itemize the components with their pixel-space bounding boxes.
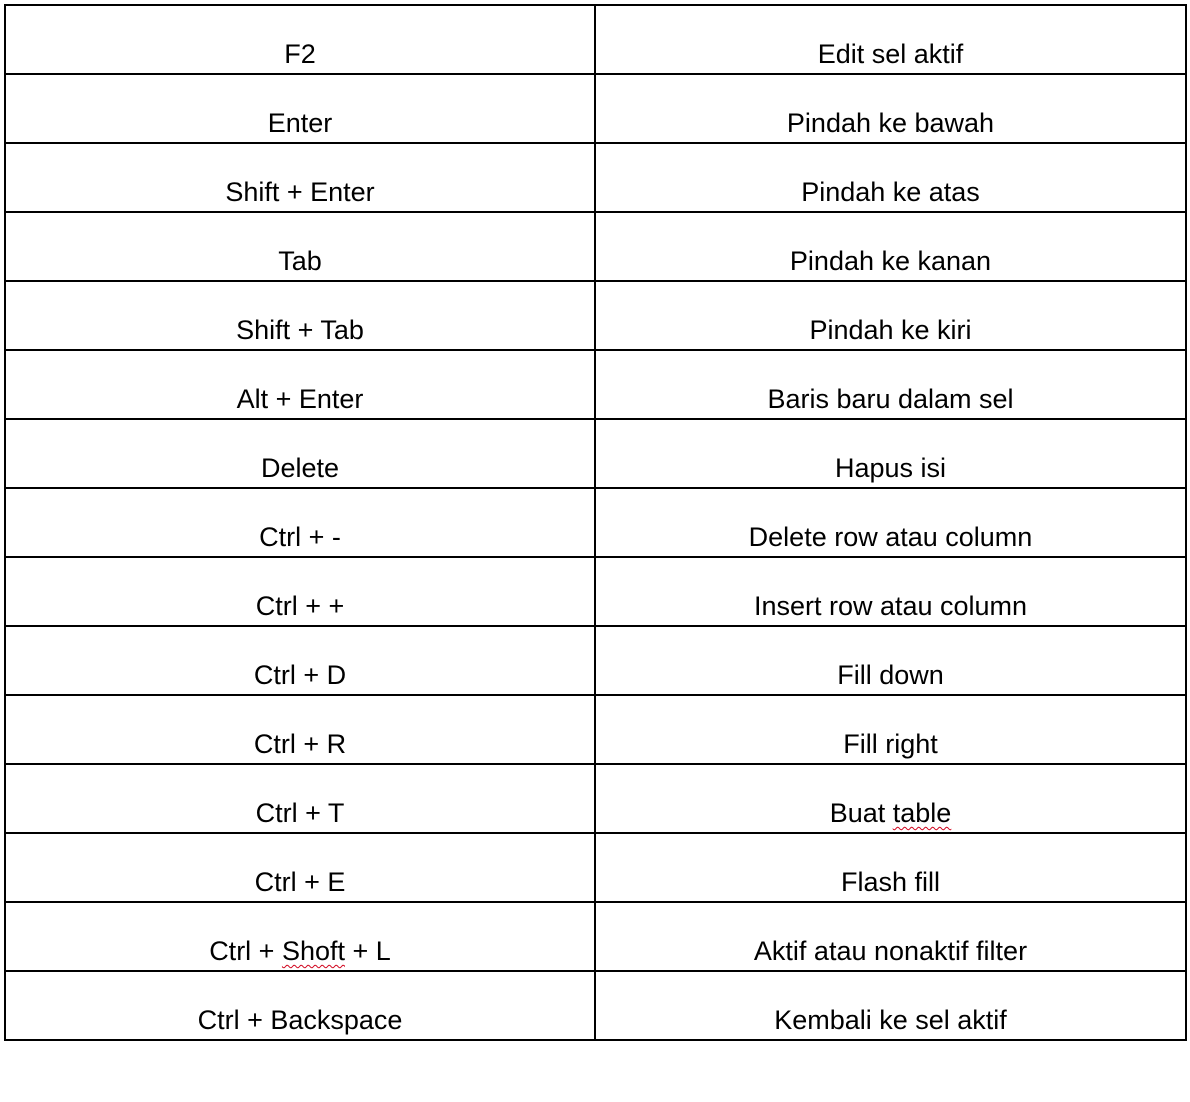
- shortcut-description-cell: Pindah ke bawah: [595, 74, 1186, 143]
- table-row: [5, 5, 1186, 74]
- table-row: [5, 350, 1186, 419]
- shortcut-key-cell: Ctrl + E: [5, 833, 595, 902]
- table-row: [5, 74, 1186, 143]
- shortcut-description-cell: Insert row atau column: [595, 557, 1186, 626]
- shortcut-description-cell: Fill down: [595, 626, 1186, 695]
- shortcut-description-cell: Fill right: [595, 695, 1186, 764]
- shortcut-key-cell: Alt + Enter: [5, 350, 595, 419]
- shortcut-key-cell: Shift + Enter: [5, 143, 595, 212]
- shortcut-description-cell: [595, 764, 1186, 833]
- shortcut-description-cell: Pindah ke kanan: [595, 212, 1186, 281]
- shortcut-description-cell: Flash fill: [595, 833, 1186, 902]
- table-row: [5, 764, 1186, 833]
- shortcut-key-cell: Ctrl + +: [5, 557, 595, 626]
- shortcut-key-cell: Ctrl + -: [5, 488, 595, 557]
- table-row: [5, 212, 1186, 281]
- shortcut-description-cell: Kembali ke sel aktif: [595, 971, 1186, 1040]
- shortcut-description-cell: Pindah ke atas: [595, 143, 1186, 212]
- table-row: [5, 626, 1186, 695]
- shortcut-description-cell: Aktif atau nonaktif filter: [595, 902, 1186, 971]
- spellcheck-flagged-word[interactable]: Shoft: [281, 936, 345, 966]
- table-row: [5, 695, 1186, 764]
- shortcut-key-cell: Enter: [5, 74, 595, 143]
- shortcut-key-cell: Ctrl + D: [5, 626, 595, 695]
- shortcut-key-cell: F2: [5, 5, 595, 74]
- shortcut-key-cell: Shift + Tab: [5, 281, 595, 350]
- table-row: [5, 833, 1186, 902]
- shortcut-description-cell: Baris baru dalam sel: [595, 350, 1186, 419]
- table-row: [5, 902, 1186, 971]
- shortcut-key-cell: Delete: [5, 419, 595, 488]
- shortcut-description-cell: Pindah ke kiri: [595, 281, 1186, 350]
- table-row: [5, 971, 1186, 1040]
- shortcut-key-cell: Tab: [5, 212, 595, 281]
- shortcut-description-cell: Hapus isi: [595, 419, 1186, 488]
- table-row: [5, 488, 1186, 557]
- shortcut-key-cell: Ctrl + Backspace: [5, 971, 595, 1040]
- shortcut-key-cell: [5, 902, 595, 971]
- shortcut-table: [4, 4, 1187, 1041]
- shortcut-description-cell: Edit sel aktif: [595, 5, 1186, 74]
- table-row: [5, 143, 1186, 212]
- key-text: + L: [345, 936, 391, 966]
- table-row: [5, 281, 1186, 350]
- key-text: Ctrl +: [209, 936, 282, 966]
- spellcheck-flagged-word[interactable]: table: [892, 798, 952, 828]
- table-row: [5, 419, 1186, 488]
- description-text: Buat: [829, 798, 893, 828]
- shortcut-key-cell: Ctrl + R: [5, 695, 595, 764]
- shortcut-key-cell: Ctrl + T: [5, 764, 595, 833]
- table-row: [5, 557, 1186, 626]
- shortcut-description-cell: Delete row atau column: [595, 488, 1186, 557]
